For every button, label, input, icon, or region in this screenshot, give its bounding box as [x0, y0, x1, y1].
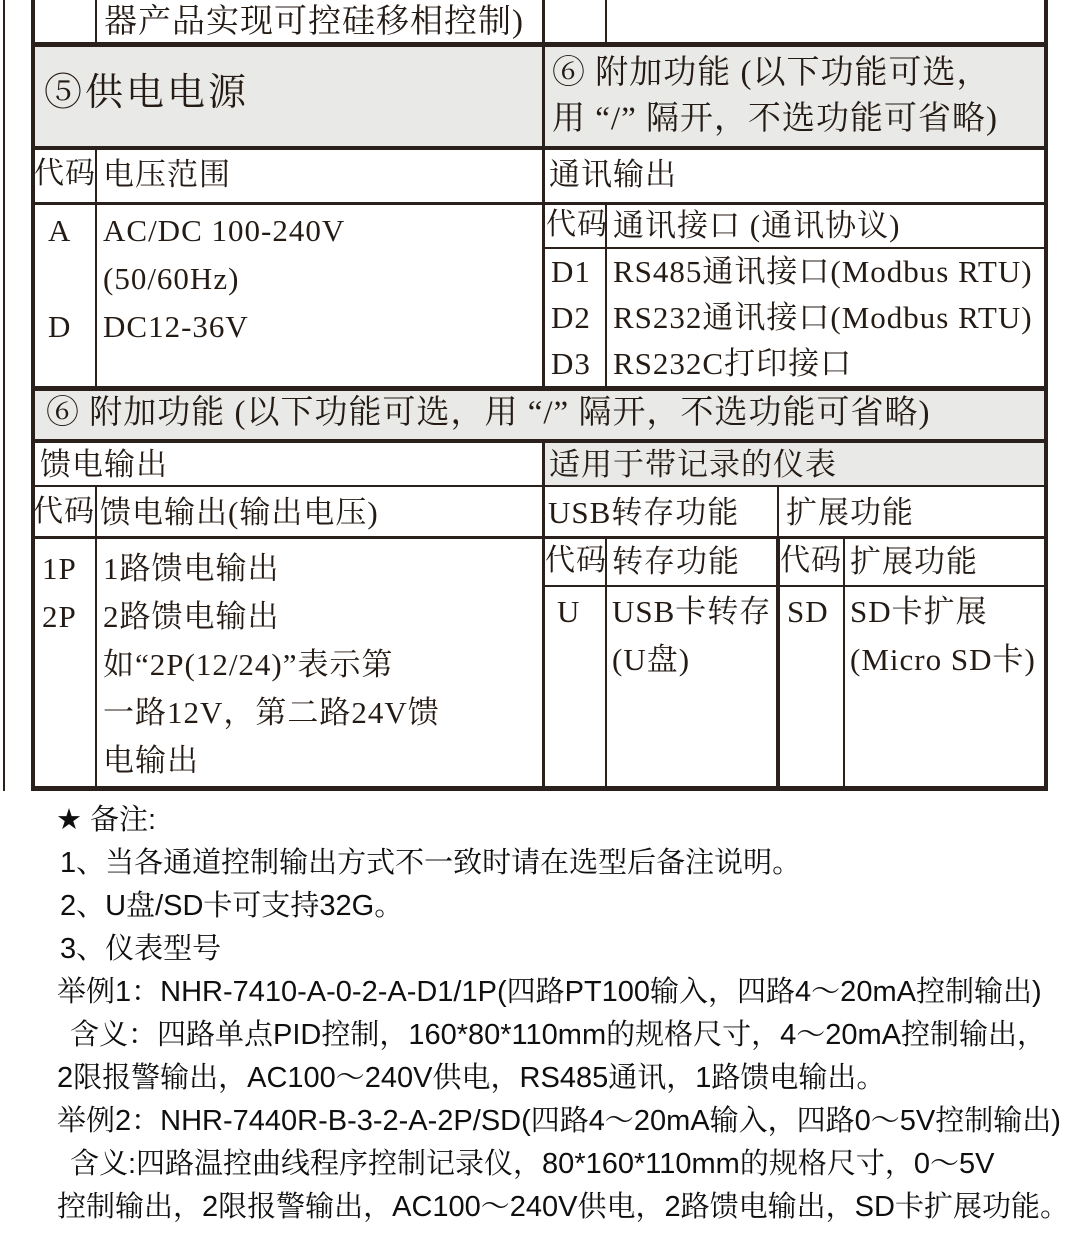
power-col-code: 代码: [34, 157, 96, 190]
comm-code-d3: D3: [551, 346, 591, 381]
comm-col-interface: 通讯接口 (通讯协议): [613, 208, 901, 243]
note-line-2: 2、U盘/SD卡可支持32G。: [60, 890, 404, 922]
table-border: [543, 585, 1048, 587]
table-border: [31, 146, 1048, 150]
section6-right-line2: 用 “/” 隔开，不选功能可省略): [552, 101, 998, 137]
table-border: [31, 0, 35, 791]
table-border: [95, 485, 97, 788]
usb-line2: (U盘): [612, 642, 691, 677]
usb-code: U: [557, 594, 581, 629]
sd-line1: SD卡扩展: [850, 594, 988, 629]
power-col-range: 电压范围: [103, 157, 231, 192]
note-line-6: 2限报警输出，AC100～240V供电，RS485通讯，1路馈电输出。: [57, 1062, 886, 1094]
table-border: [31, 386, 1048, 391]
ext-header: 扩展功能: [786, 495, 914, 530]
table-border: [31, 42, 1048, 47]
feed-line3: 如“2P(12/24)”表示第: [103, 647, 394, 682]
table-border: [31, 439, 1048, 443]
record-title: 适用于带记录的仪表: [549, 447, 837, 482]
sd-line2: (Micro SD卡): [850, 642, 1036, 677]
feed-title: 馈电输出: [40, 447, 168, 482]
table-border: [605, 0, 607, 44]
feed-col-desc: 馈电输出(输出电压): [100, 495, 379, 530]
note-line-3: 3、仪表型号: [60, 933, 222, 965]
table-border: [1044, 0, 1048, 791]
power-range-a2: (50/60Hz): [103, 261, 240, 296]
comm-code-d1: D1: [551, 254, 591, 289]
comm-code-d2: D2: [551, 300, 591, 335]
usb-col-code: 代码: [545, 544, 607, 577]
usb-header: USB转存功能: [548, 495, 740, 530]
sd-code: SD: [787, 594, 829, 629]
table-border: [31, 536, 1048, 539]
note-line-4: 举例1：NHR-7410-A-0-2-A-D1/1P(四路PT100输入，四路4～20mA控制输出): [57, 976, 1042, 1008]
feed-col-code: 代码: [33, 495, 95, 528]
feed-code-1p: 1P: [42, 551, 77, 586]
table-border: [31, 485, 1048, 487]
comm-col-code: 代码: [546, 208, 608, 241]
power-range-d1: DC12-36V: [103, 309, 249, 344]
power-code-a: A: [48, 213, 72, 248]
section5-title: ⑤供电电源: [44, 72, 250, 114]
table-border: [95, 0, 97, 44]
comm-title: 通讯输出: [549, 157, 677, 192]
note-line-9: 控制输出，2限报警输出，AC100～240V供电，2路馈电输出，SD卡扩展功能。: [57, 1191, 1069, 1223]
top-partial-text: 器产品实现可控硅移相控制): [104, 4, 524, 40]
sd-col-code: 代码: [780, 544, 842, 577]
sd-col-fn: 扩展功能: [850, 544, 978, 579]
section6-right-line1: ⑥ 附加功能 (以下功能可选，: [552, 55, 991, 91]
note-line-5: 含义：四路单点PID控制，160*80*110mm的规格尺寸，4～20mA控制输出，: [70, 1019, 1046, 1051]
page-border: [3, 0, 5, 791]
notes-header: ★ 备注:: [56, 804, 157, 836]
feed-code-2p: 2P: [42, 599, 77, 634]
section6-full-title: ⑥ 附加功能 (以下功能可选，用 “/” 隔开，不选功能可省略): [46, 395, 931, 431]
comm-desc-d2: RS232通讯接口(Modbus RTU): [613, 300, 1033, 335]
note-line-7: 举例2：NHR-7440R-B-3-2-A-2P/SD(四路4～20mA输入，四路0～5V控制输出): [57, 1105, 1061, 1137]
table-border: [31, 202, 1048, 205]
table-border: [542, 439, 545, 788]
usb-col-fn: 转存功能: [612, 544, 740, 579]
table-border: [843, 536, 845, 788]
note-line-1: 1、当各通道控制输出方式不一致时请在选型后备注说明。: [60, 847, 802, 879]
table-border: [543, 247, 1048, 249]
comm-desc-d1: RS485通讯接口(Modbus RTU): [613, 254, 1033, 289]
power-code-d: D: [48, 309, 72, 344]
table-border: [542, 0, 545, 388]
note-line-8: 含义:四路温控曲线程序控制记录仪，80*160*110mm的规格尺寸，0～5V: [70, 1148, 995, 1180]
power-range-a1: AC/DC 100-240V: [103, 213, 346, 248]
table-border: [777, 485, 779, 538]
feed-line1: 1路馈电输出: [103, 551, 280, 586]
table-border: [31, 786, 1048, 791]
feed-line2: 2路馈电输出: [103, 599, 280, 634]
comm-desc-d3: RS232C打印接口: [613, 346, 853, 381]
usb-line1: USB卡转存: [612, 594, 772, 629]
feed-line5: 电输出: [103, 743, 199, 778]
feed-line4: 一路12V，第二路24V馈: [103, 695, 440, 730]
